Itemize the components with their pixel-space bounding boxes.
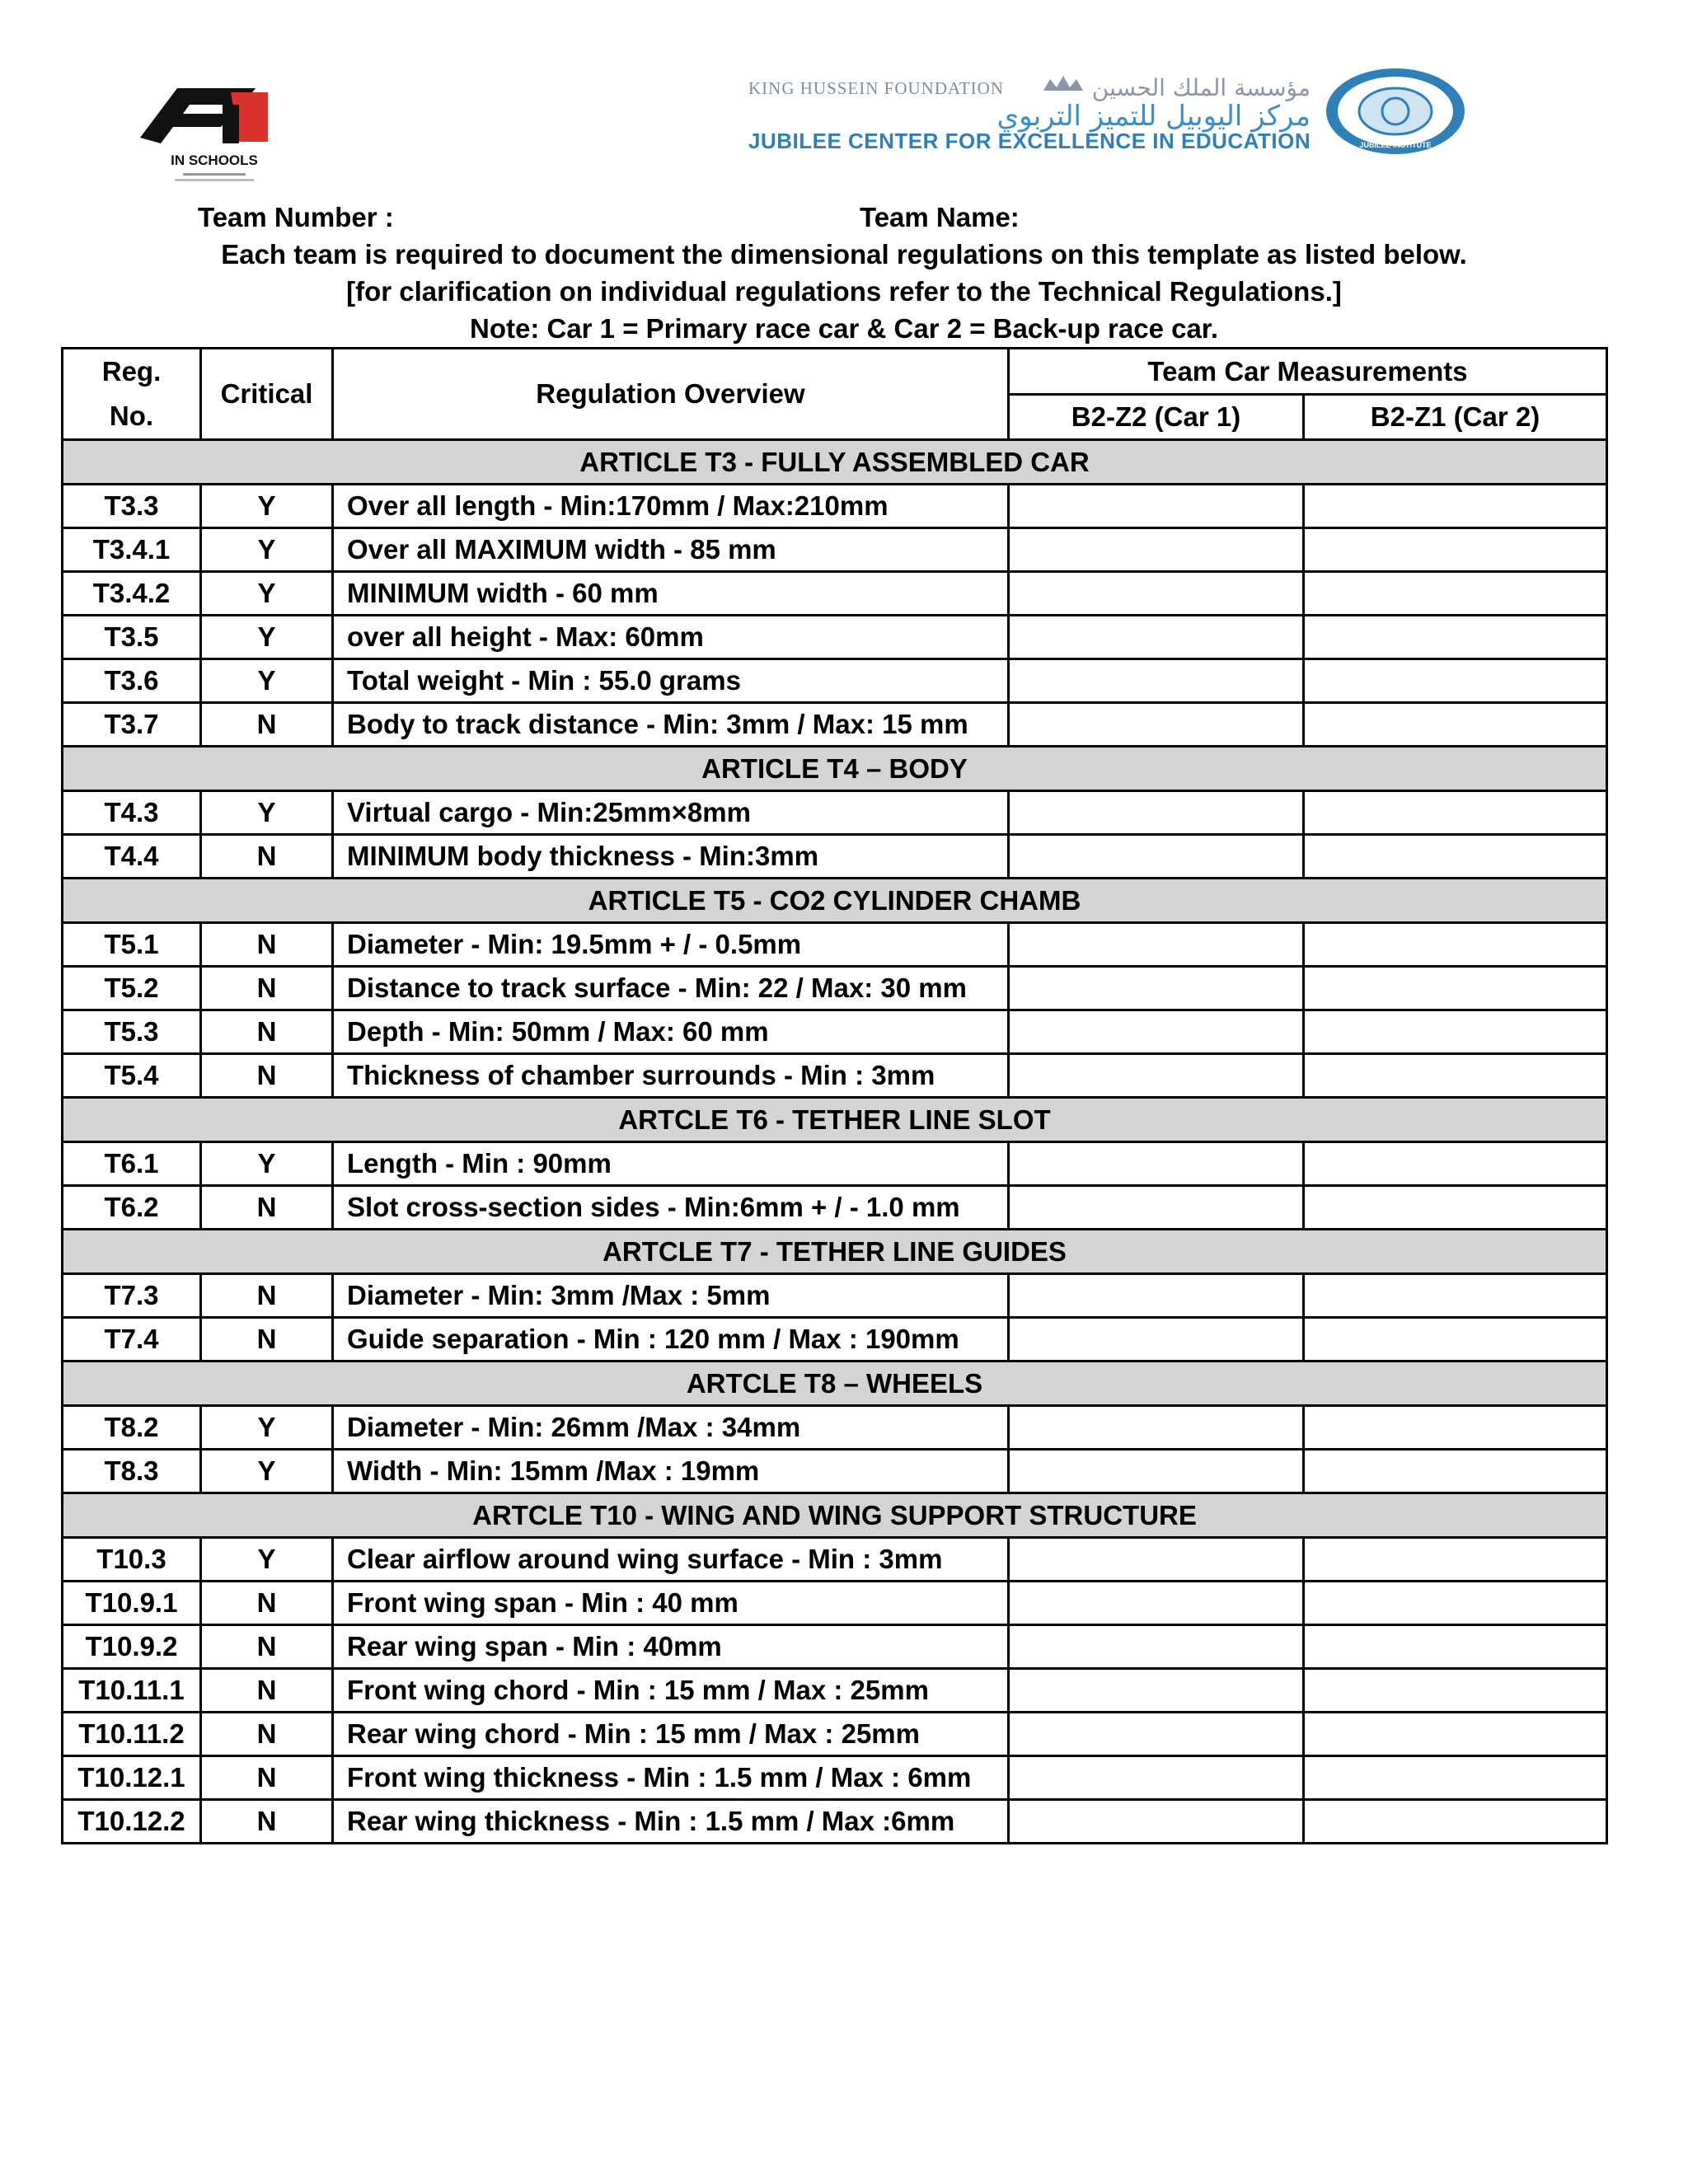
reg-number-cell: T5.4 bbox=[63, 1054, 201, 1098]
overview-cell: Rear wing chord - Min : 15 mm / Max : 25mm bbox=[333, 1713, 1009, 1756]
article-title: ARTICLE T3 - FULLY ASSEMBLED CAR bbox=[63, 440, 1607, 485]
critical-cell: N bbox=[201, 1713, 333, 1756]
table-row bbox=[63, 1142, 1607, 1186]
overview-cell: over all height - Max: 60mm bbox=[333, 616, 1009, 659]
reg-number-cell: T6.1 bbox=[63, 1142, 201, 1186]
reg-number-cell: T4.3 bbox=[63, 791, 201, 835]
reg-number-cell: T3.4.2 bbox=[63, 572, 201, 616]
table-row bbox=[63, 572, 1607, 616]
critical-cell: N bbox=[201, 1318, 333, 1361]
car1-measurement-cell[interactable] bbox=[1009, 1186, 1304, 1230]
logo-caption: IN SCHOOLS bbox=[171, 152, 258, 168]
reg-number-cell: T10.9.2 bbox=[63, 1625, 201, 1669]
clarification-text: [for clarification on individual regulations refer to the Technical Regulations.] bbox=[346, 276, 1342, 307]
car2-measurement-cell[interactable] bbox=[1304, 703, 1607, 747]
overview-cell: Diameter - Min: 19.5mm + / - 0.5mm bbox=[333, 923, 1009, 967]
overview-cell: Front wing thickness - Min : 1.5 mm / Max : 6mm bbox=[333, 1756, 1009, 1800]
car1-measurement-cell[interactable] bbox=[1009, 967, 1304, 1010]
overview-cell: Front wing chord - Min : 15 mm / Max : 25mm bbox=[333, 1669, 1009, 1713]
car2-measurement-cell[interactable] bbox=[1304, 1669, 1607, 1713]
critical-cell: N bbox=[201, 967, 333, 1010]
car2-measurement-cell[interactable] bbox=[1304, 1625, 1607, 1669]
reg-number-cell: T8.3 bbox=[63, 1450, 201, 1493]
overview-cell: Body to track distance - Min: 3mm / Max: 15 mm bbox=[333, 703, 1009, 747]
overview-cell: MINIMUM body thickness - Min:3mm bbox=[333, 835, 1009, 879]
car1-measurement-cell[interactable] bbox=[1009, 1625, 1304, 1669]
car1-measurement-cell[interactable] bbox=[1009, 616, 1304, 659]
car2-measurement-cell[interactable] bbox=[1304, 616, 1607, 659]
car2-header: B2-Z1 (Car 2) bbox=[1304, 394, 1607, 440]
overview-cell: Total weight - Min : 55.0 grams bbox=[333, 659, 1009, 703]
critical-cell: Y bbox=[201, 1142, 333, 1186]
car1-measurement-cell[interactable] bbox=[1009, 703, 1304, 747]
critical-cell: N bbox=[201, 835, 333, 879]
car2-measurement-cell[interactable] bbox=[1304, 1406, 1607, 1450]
critical-cell: Y bbox=[201, 1538, 333, 1582]
car1-measurement-cell[interactable] bbox=[1009, 528, 1304, 572]
car2-measurement-cell[interactable] bbox=[1304, 1538, 1607, 1582]
car1-measurement-cell[interactable] bbox=[1009, 1318, 1304, 1361]
overview-cell: Length - Min : 90mm bbox=[333, 1142, 1009, 1186]
reg-number-cell: T7.4 bbox=[63, 1318, 201, 1361]
overview-cell: Distance to track surface - Min: 22 / Max: 30 mm bbox=[333, 967, 1009, 1010]
reg-number-cell: T5.2 bbox=[63, 967, 201, 1010]
article-row bbox=[63, 879, 1607, 923]
reg-number-cell: T3.6 bbox=[63, 659, 201, 703]
car1-measurement-cell[interactable] bbox=[1009, 1054, 1304, 1098]
critical-cell: Y bbox=[201, 572, 333, 616]
article-title: ARTCLE T7 - TETHER LINE GUIDES bbox=[63, 1230, 1607, 1274]
table-row bbox=[63, 791, 1607, 835]
car2-measurement-cell[interactable] bbox=[1304, 485, 1607, 528]
car1-measurement-cell[interactable] bbox=[1009, 791, 1304, 835]
reg-number-cell: T3.5 bbox=[63, 616, 201, 659]
table-row bbox=[63, 1625, 1607, 1669]
reg-number-cell: T10.12.1 bbox=[63, 1756, 201, 1800]
table-row bbox=[63, 1406, 1607, 1450]
jubilee-center-logo bbox=[745, 66, 1322, 157]
reg-number-cell: T4.4 bbox=[63, 835, 201, 879]
table-row bbox=[63, 1713, 1607, 1756]
reg-number-cell: T3.4.1 bbox=[63, 528, 201, 572]
table-row bbox=[63, 659, 1607, 703]
reg-number-cell: T10.9.1 bbox=[63, 1582, 201, 1625]
critical-cell: N bbox=[201, 923, 333, 967]
car2-measurement-cell[interactable] bbox=[1304, 1142, 1607, 1186]
car2-measurement-cell[interactable] bbox=[1304, 1713, 1607, 1756]
overview-cell: Front wing span - Min : 40 mm bbox=[333, 1582, 1009, 1625]
overview-cell: MINIMUM width - 60 mm bbox=[333, 572, 1009, 616]
critical-cell: N bbox=[201, 1010, 333, 1054]
critical-cell: Y bbox=[201, 485, 333, 528]
reg-no-header bbox=[63, 349, 201, 440]
table-row bbox=[63, 1186, 1607, 1230]
table-row bbox=[63, 616, 1607, 659]
car2-measurement-cell[interactable] bbox=[1304, 528, 1607, 572]
car2-measurement-cell[interactable] bbox=[1304, 1318, 1607, 1361]
car2-measurement-cell[interactable] bbox=[1304, 923, 1607, 967]
article-row bbox=[63, 1230, 1607, 1274]
overview-cell: Over all MAXIMUM width - 85 mm bbox=[333, 528, 1009, 572]
table-row bbox=[63, 1538, 1607, 1582]
jubilee-institute-seal bbox=[1323, 66, 1467, 157]
measurements-header: Team Car Measurements bbox=[1009, 349, 1607, 395]
car2-measurement-cell[interactable] bbox=[1304, 1582, 1607, 1625]
reg-number-cell: T5.3 bbox=[63, 1010, 201, 1054]
reg-number-cell: T8.2 bbox=[63, 1406, 201, 1450]
car2-measurement-cell[interactable] bbox=[1304, 1450, 1607, 1493]
note-text: Note: Car 1 = Primary race car & Car 2 = Back-up race car. bbox=[470, 313, 1218, 344]
article-row bbox=[63, 440, 1607, 485]
table-row bbox=[63, 703, 1607, 747]
car1-measurement-cell[interactable] bbox=[1009, 1274, 1304, 1318]
reg-number-cell: T5.1 bbox=[63, 923, 201, 967]
car1-measurement-cell[interactable] bbox=[1009, 1800, 1304, 1844]
overview-cell: Width - Min: 15mm /Max : 19mm bbox=[333, 1450, 1009, 1493]
article-row bbox=[63, 747, 1607, 791]
article-row bbox=[63, 1493, 1607, 1538]
table-row bbox=[63, 967, 1607, 1010]
overview-cell: Clear airflow around wing surface - Min : 3mm bbox=[333, 1538, 1009, 1582]
car1-measurement-cell[interactable] bbox=[1009, 835, 1304, 879]
overview-cell: Diameter - Min: 3mm /Max : 5mm bbox=[333, 1274, 1009, 1318]
critical-cell: N bbox=[201, 703, 333, 747]
table-row bbox=[63, 1450, 1607, 1493]
car2-measurement-cell[interactable] bbox=[1304, 835, 1607, 879]
critical-cell: N bbox=[201, 1669, 333, 1713]
article-title: ARTICLE T4 – BODY bbox=[63, 747, 1607, 791]
critical-cell: N bbox=[201, 1625, 333, 1669]
overview-cell: Guide separation - Min : 120 mm / Max : 190mm bbox=[333, 1318, 1009, 1361]
regulations-body bbox=[63, 440, 1607, 1844]
car2-measurement-cell[interactable] bbox=[1304, 1800, 1607, 1844]
reg-number-cell: T6.2 bbox=[63, 1186, 201, 1230]
critical-cell: Y bbox=[201, 659, 333, 703]
team-name-label: Team Name: bbox=[860, 202, 1020, 232]
table-row bbox=[63, 485, 1607, 528]
car2-measurement-cell[interactable] bbox=[1304, 572, 1607, 616]
article-row bbox=[63, 1098, 1607, 1142]
reg-number-cell: T3.7 bbox=[63, 703, 201, 747]
car1-measurement-cell[interactable] bbox=[1009, 1406, 1304, 1450]
team-number-label: Team Number : bbox=[198, 202, 394, 232]
table-row bbox=[63, 1669, 1607, 1713]
car2-measurement-cell[interactable] bbox=[1304, 1274, 1607, 1318]
car1-measurement-cell[interactable] bbox=[1009, 1450, 1304, 1493]
car1-header: B2-Z2 (Car 1) bbox=[1009, 394, 1304, 440]
table-row bbox=[63, 528, 1607, 572]
car2-measurement-cell[interactable] bbox=[1304, 1186, 1607, 1230]
reg-number-cell: T3.3 bbox=[63, 485, 201, 528]
overview-cell: Diameter - Min: 26mm /Max : 34mm bbox=[333, 1406, 1009, 1450]
car1-measurement-cell[interactable] bbox=[1009, 1538, 1304, 1582]
critical-header: Critical bbox=[201, 349, 333, 440]
overview-cell: Rear wing thickness - Min : 1.5 mm / Max :6mm bbox=[333, 1800, 1009, 1844]
table-row bbox=[63, 835, 1607, 879]
critical-cell: N bbox=[201, 1582, 333, 1625]
car1-measurement-cell[interactable] bbox=[1009, 1669, 1304, 1713]
car2-measurement-cell[interactable] bbox=[1304, 791, 1607, 835]
car1-measurement-cell[interactable] bbox=[1009, 923, 1304, 967]
car1-measurement-cell[interactable] bbox=[1009, 1142, 1304, 1186]
critical-cell: N bbox=[201, 1756, 333, 1800]
f1-in-schools-logo bbox=[132, 68, 297, 191]
reg-number-cell: T10.11.1 bbox=[63, 1669, 201, 1713]
critical-cell: Y bbox=[201, 616, 333, 659]
car2-measurement-cell[interactable] bbox=[1304, 1054, 1607, 1098]
overview-cell: Thickness of chamber surrounds - Min : 3mm bbox=[333, 1054, 1009, 1098]
foundation-name-en: KING HUSSEIN FOUNDATION bbox=[748, 78, 1004, 98]
article-title: ARTCLE T6 - TETHER LINE SLOT bbox=[63, 1098, 1607, 1142]
car1-measurement-cell[interactable] bbox=[1009, 572, 1304, 616]
critical-cell: Y bbox=[201, 1450, 333, 1493]
crown-icon bbox=[1043, 76, 1083, 91]
critical-cell: N bbox=[201, 1274, 333, 1318]
seal-caption: JUBILEE INSTITUTE bbox=[1359, 141, 1432, 149]
reg-header-line2: No. bbox=[109, 401, 154, 431]
table-row bbox=[63, 1054, 1607, 1098]
overview-cell: Rear wing span - Min : 40mm bbox=[333, 1625, 1009, 1669]
critical-cell: Y bbox=[201, 1406, 333, 1450]
regulations-table bbox=[61, 347, 1608, 1844]
reg-number-cell: T10.3 bbox=[63, 1538, 201, 1582]
car1-measurement-cell[interactable] bbox=[1009, 485, 1304, 528]
reg-number-cell: T7.3 bbox=[63, 1274, 201, 1318]
table-row bbox=[63, 1582, 1607, 1625]
article-title: ARTCLE T8 – WHEELS bbox=[63, 1361, 1607, 1406]
table-row bbox=[63, 1756, 1607, 1800]
table-row bbox=[63, 1274, 1607, 1318]
table-row bbox=[63, 1318, 1607, 1361]
center-name-en: JUBILEE CENTER FOR EXCELLENCE IN EDUCATION bbox=[748, 129, 1311, 153]
car2-measurement-cell[interactable] bbox=[1304, 1010, 1607, 1054]
center-name-ar: مركز اليوبيل للتميز التربوي bbox=[996, 100, 1311, 133]
overview-header: Regulation Overview bbox=[333, 349, 1009, 440]
overview-cell: Over all length - Min:170mm / Max:210mm bbox=[333, 485, 1009, 528]
table-row bbox=[63, 923, 1607, 967]
reg-number-cell: T10.11.2 bbox=[63, 1713, 201, 1756]
overview-cell: Slot cross-section sides - Min:6mm + / - 1.0 mm bbox=[333, 1186, 1009, 1230]
table-row bbox=[63, 1800, 1607, 1844]
critical-cell: Y bbox=[201, 528, 333, 572]
car2-measurement-cell[interactable] bbox=[1304, 1756, 1607, 1800]
overview-cell: Depth - Min: 50mm / Max: 60 mm bbox=[333, 1010, 1009, 1054]
article-title: ARTICLE T5 - CO2 CYLINDER CHAMB bbox=[63, 879, 1607, 923]
car1-measurement-cell[interactable] bbox=[1009, 659, 1304, 703]
critical-cell: N bbox=[201, 1800, 333, 1844]
car1-measurement-cell[interactable] bbox=[1009, 1713, 1304, 1756]
critical-cell: Y bbox=[201, 791, 333, 835]
critical-cell: N bbox=[201, 1054, 333, 1098]
reg-number-cell: T10.12.2 bbox=[63, 1800, 201, 1844]
foundation-name-ar: مؤسسة الملك الحسين bbox=[1091, 74, 1311, 101]
article-title: ARTCLE T10 - WING AND WING SUPPORT STRUCTURE bbox=[63, 1493, 1607, 1538]
car2-measurement-cell[interactable] bbox=[1304, 967, 1607, 1010]
car2-measurement-cell[interactable] bbox=[1304, 659, 1607, 703]
overview-cell: Virtual cargo - Min:25mm×8mm bbox=[333, 791, 1009, 835]
critical-cell: N bbox=[201, 1186, 333, 1230]
instruction-text: Each team is required to document the dimensional regulations on this template as listed below. bbox=[221, 239, 1467, 269]
car1-measurement-cell[interactable] bbox=[1009, 1756, 1304, 1800]
table-row bbox=[63, 1010, 1607, 1054]
car1-measurement-cell[interactable] bbox=[1009, 1582, 1304, 1625]
article-row bbox=[63, 1361, 1607, 1406]
car1-measurement-cell[interactable] bbox=[1009, 1010, 1304, 1054]
reg-header-line1: Reg. bbox=[101, 356, 162, 387]
